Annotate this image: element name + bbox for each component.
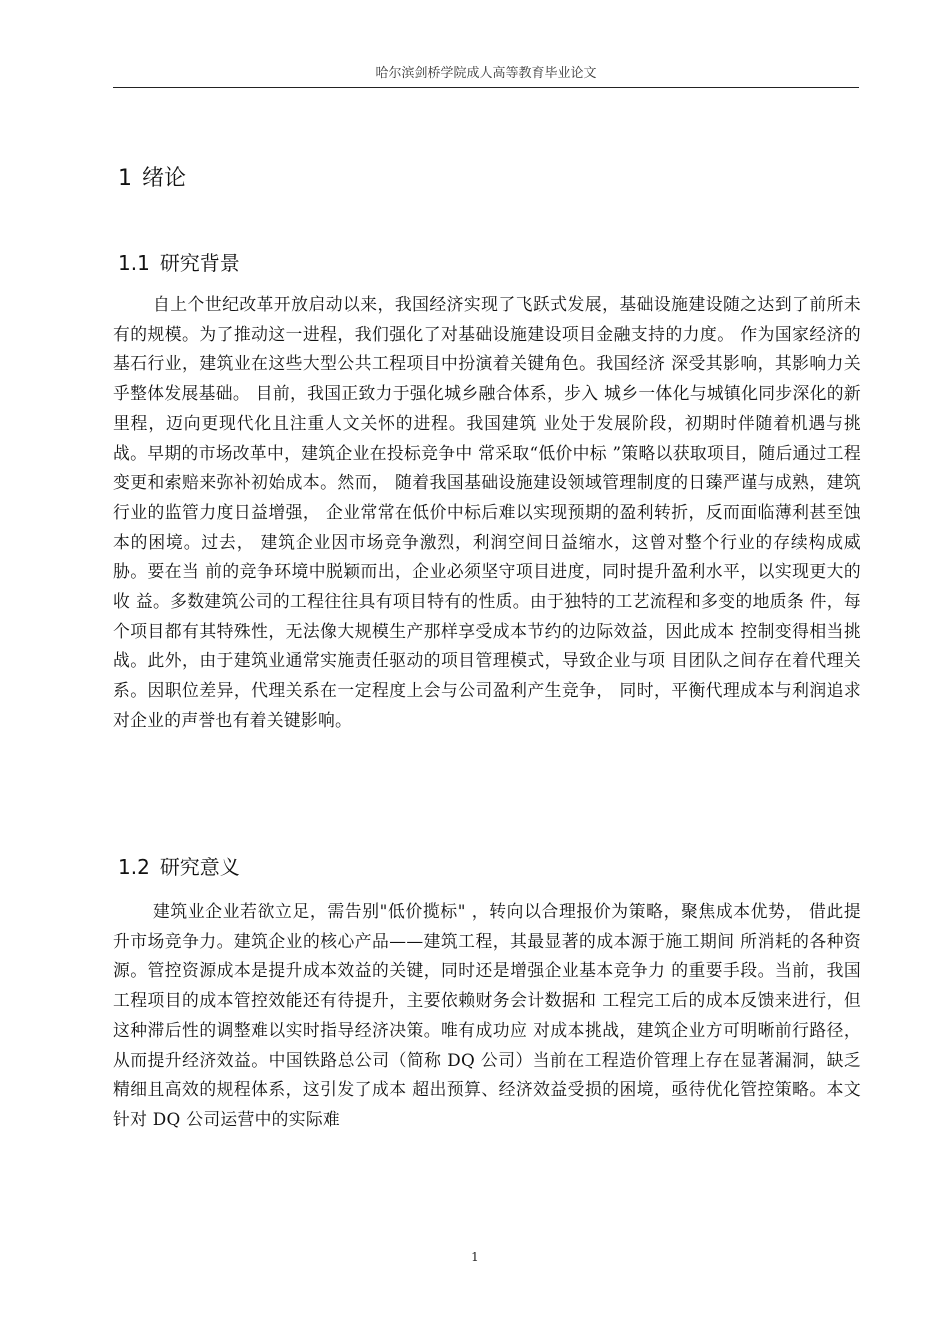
chapter-heading [118, 164, 186, 194]
page-number: 1 [471, 1250, 479, 1264]
section-heading-background [118, 249, 240, 277]
header-divider [113, 87, 859, 88]
chapter-title: 绪论 [142, 166, 187, 191]
body-paragraph-background: 自上个世纪改革开放启动以来，我国经济实现了飞跃式发展，基础设施建设随之达到了前所未有的规模。为了推动这一进程，我们强化了对基础设施建设项目金融支持的力度。 作为国家经济的基石行业，建筑业在这些大型公共工程项目中扮演着关键角色。我国经济 深受其影响，其影响力关乎整体发展基础。 目前，我国正致力于强化城乡融合体系，步入 城乡一体化与城镇化同步深化的新里程，迈向更现代化且注重人文关怀的进程。我国建筑 业处于发展阶段，初期时伴随着机遇与挑战。早期的市场改革中，建筑企业在投标竞争中 常采取“低价中标 ”策略以获取项目，随后通过工程变更和索赔来弥补初始成本。然而， 随着我国基础设施建设领域管理制度的日臻严谨与成熟，建筑行业的监管力度日益增强， 企业常常在低价中标后难以实现预期的盈利转折，反而面临薄利甚至蚀本的困境。过去， 建筑企业因市场竞争激烈，利润空间日益缩水，这曾对整个行业的存续构成威胁。要在当 前的竞争环境中脱颖而出，企业必须坚守项目进度，同时提升盈利水平，以实现更大的收 益。多数建筑公司的工程往往具有项目特有的性质。由于独特的工艺流程和多变的地质条 件，每个项目都有其特殊性，无法像大规模生产那样享受成本节约的边际效益，因此成本 控制变得相当挑战。此外，由于建筑业通常实施责任驱动的项目管理模式，导致企业与项 目团队之间存在着代理关系。因职位差异，代理关系在一定程度上会与公司盈利产生竞争， 同时，平衡代理成本与利润追求对企业的声誉也有着关键影响。 [113, 294, 861, 730]
running-header: 哈尔滨剑桥学院成人高等教育毕业论文 [375, 66, 597, 81]
body-paragraph-significance: 建筑业企业若欲立足，需告别"低价揽标" ，转向以合理报价为策略，聚焦成本优势， 借此提升市场竞争力。建筑企业的核心产品——建筑工程，其最显著的成本源于施工期间 所消耗的各种资源。管控资源成本是提升成本效益的关键，同时还是增强企业基本竞争力 的重要手段。当前，我国工程项目的成本管控效能还有待提升，主要依赖财务会计数据和 工程完工后的成本反馈来进行，但这种滞后性的调整难以实时指导经济决策。唯有成功应 对成本挑战，建筑企业方可明晰前行路径，从而提升经济效益。中国铁路总公司（简称 DQ 公司）当前在工程造价管理上存在显著漏洞，缺乏精细且高效的规程体系，这引发了成本 超出预算、经济效益受损的困境，亟待优化管控策略。本文针对 DQ 公司运营中的实际难 [113, 901, 861, 1129]
section-heading-significance [118, 853, 240, 881]
section-title: 研究意义 [159, 855, 240, 879]
section-number: 1.2 [118, 855, 150, 879]
section-number: 1.1 [118, 251, 150, 275]
chapter-number: 1 [118, 166, 132, 191]
section-title: 研究背景 [159, 251, 240, 275]
